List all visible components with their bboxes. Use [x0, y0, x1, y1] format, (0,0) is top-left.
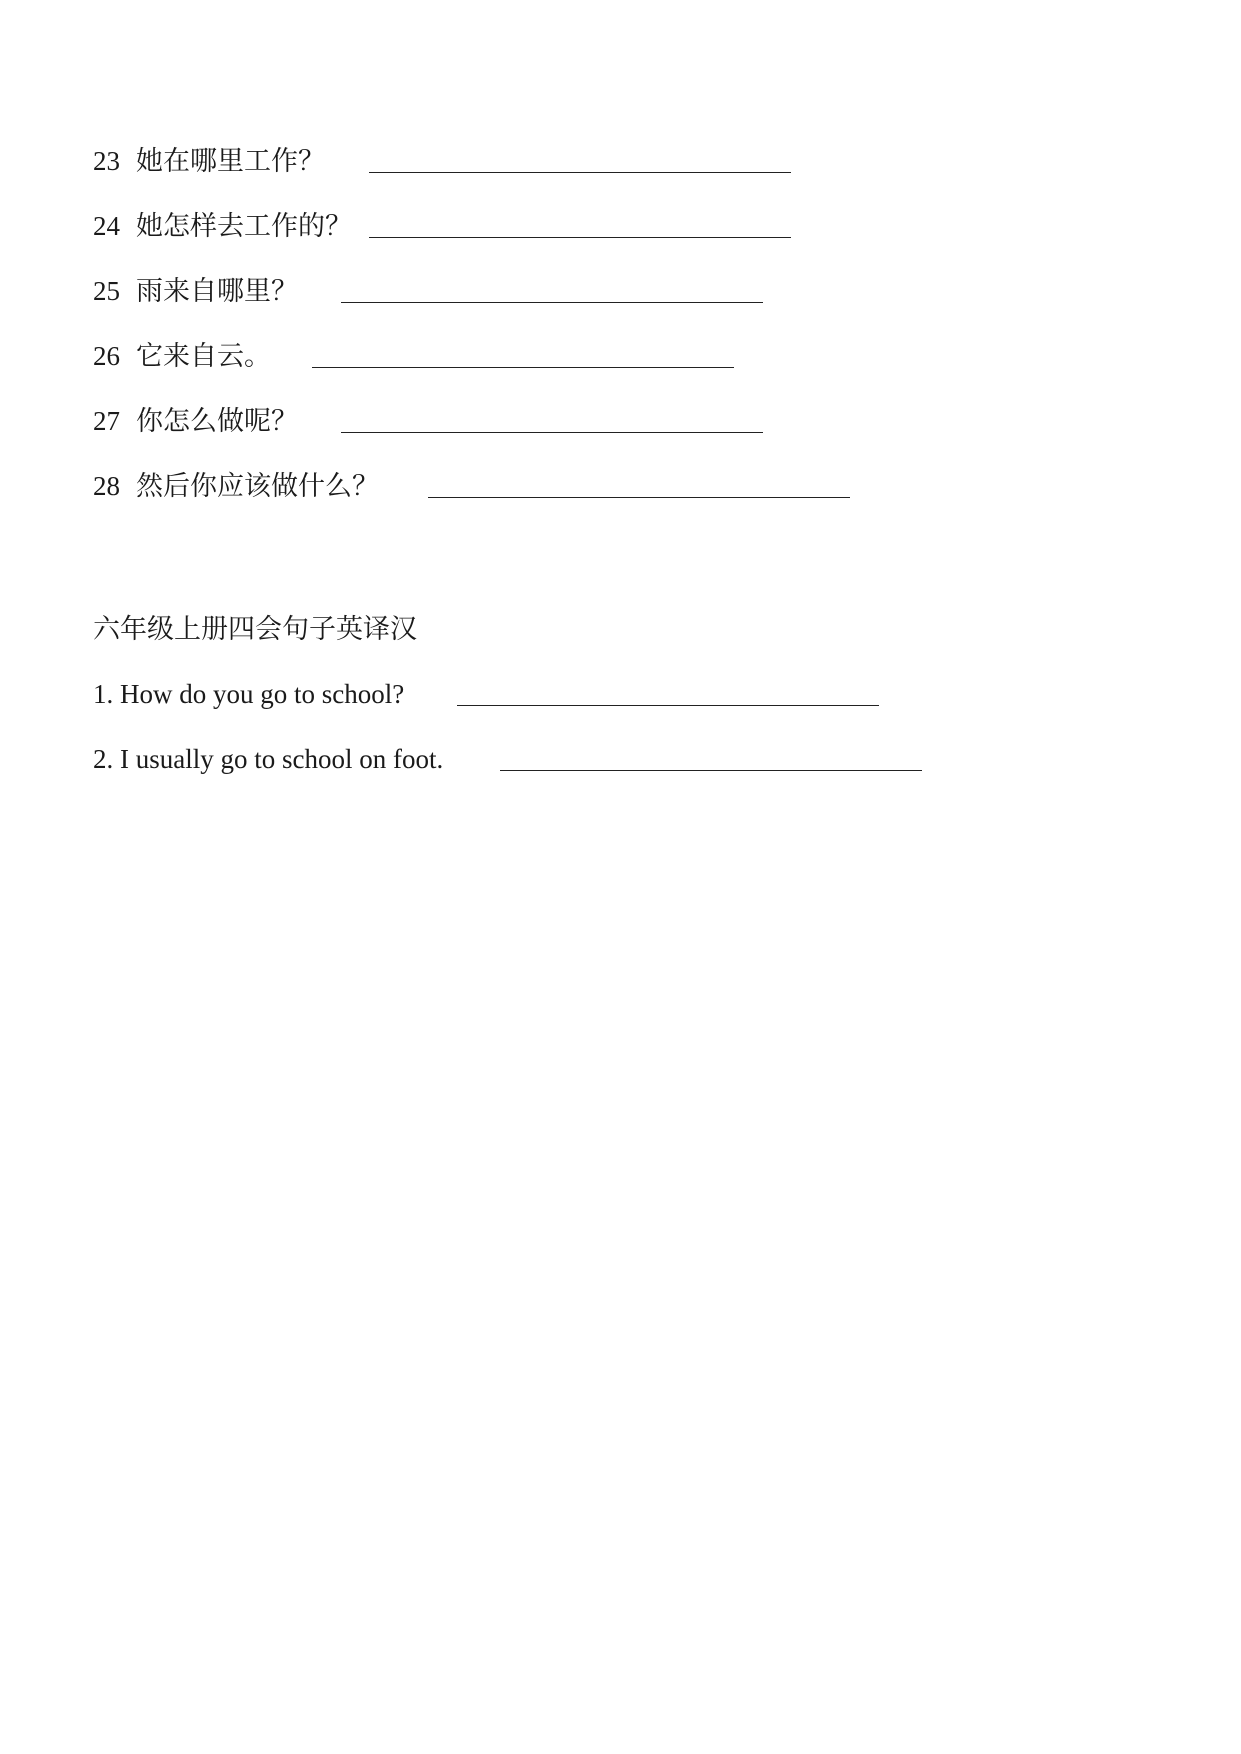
question-number: 24	[93, 211, 120, 241]
question-row	[93, 265, 298, 305]
answer-blank[interactable]	[369, 236, 791, 238]
answer-blank[interactable]	[457, 704, 879, 706]
question-text: 然后你应该做什么？	[136, 471, 379, 501]
question-row	[93, 200, 352, 240]
question-text: 她在哪里工作？	[136, 146, 325, 176]
question-row	[93, 135, 325, 175]
answer-blank[interactable]	[341, 301, 763, 303]
sentence-row	[93, 668, 404, 708]
question-row	[93, 460, 379, 500]
question-number: 27	[93, 406, 120, 436]
answer-blank[interactable]	[341, 431, 763, 433]
question-number: 23	[93, 146, 120, 176]
answer-blank[interactable]	[312, 366, 734, 368]
question-row	[93, 330, 271, 370]
sentence-text: 2. I usually go to school on foot.	[93, 744, 444, 774]
sentence-text: 1. How do you go to school?	[93, 679, 405, 709]
answer-blank[interactable]	[428, 496, 850, 498]
question-text: 她怎样去工作的？	[136, 211, 352, 241]
question-number: 25	[93, 276, 120, 306]
question-text: 雨来自哪里？	[136, 276, 298, 306]
question-row	[93, 395, 298, 435]
question-number: 26	[93, 341, 120, 371]
section-heading: 六年级上册四会句子英译汉	[93, 614, 417, 644]
sentence-row	[93, 733, 443, 773]
question-number: 28	[93, 471, 120, 501]
question-text: 你怎么做呢？	[136, 406, 298, 436]
question-text: 它来自云。	[136, 341, 271, 371]
answer-blank[interactable]	[369, 171, 791, 173]
answer-blank[interactable]	[500, 769, 922, 771]
